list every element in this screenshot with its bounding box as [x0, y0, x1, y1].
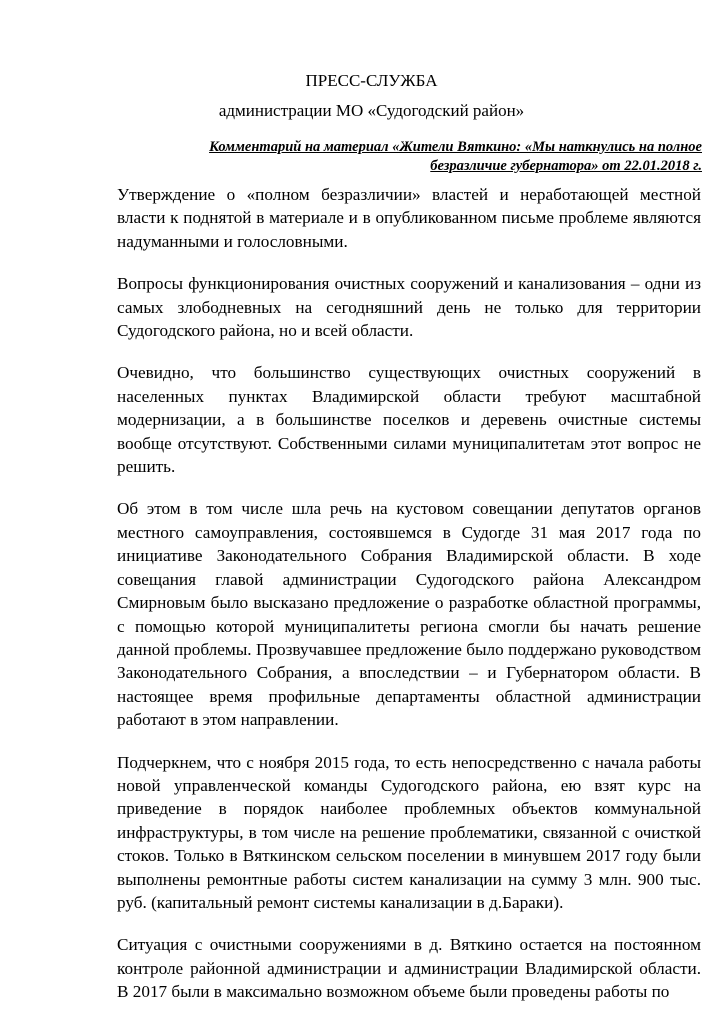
comment-subtitle — [110, 138, 702, 176]
paragraph-1: Утверждение о «полном безразличии» властей и неработающей местной власти к поднятой в материале и в опубликованном письме проблеме являются надуманными и голословными. — [117, 185, 701, 251]
paragraph-4: Об этом в том числе шла речь на кустовом совещании депутатов органов местного самоуправления, состоявшемся в Судогде 31 мая 2017 года по инициативе Законодательного Собрания Владимирской области. В ходе совещания главой администрации Судогодского района Александром Смирновым было высказано предложение о разработке областной программы, с помощью которой муниципалитеты региона смогли бы начать решение данной проблемы. Прозвучавшее предложение было поддержано руководством Законодательного Собрания, а впоследствии – и Губернатором области. В настоящее время профильные департаменты областной администрации работают в этом направлении. — [117, 499, 701, 730]
paragraph-2: Вопросы функционирования очистных сооружений и канализования – одни из самых злободневных на сегодняшний день не только для территории Судогодского района, но и всей области. — [117, 274, 701, 341]
org-name-heading: ПРЕСС-СЛУЖБА — [305, 71, 438, 90]
subtitle-line-2: безразличие губернатора» от 22.01.2018 г. — [430, 158, 702, 174]
subtitle-line-1: Комментарий на материал «Жители Вяткино: «Мы наткнулись на полное — [209, 139, 702, 155]
paragraph-5: Подчеркнем, что с ноября 2015 года, то есть непосредственно с начала работы новой управленческой команды Судогодского района, ею взят курс на приведение в порядок наиболее проблемных объектов коммунальной инфраструктуры, в том числе на решение проблематики, связанной с очисткой стоков. Только в Вяткинском сельском поселении в минувшем 2017 году были выполнены ремонтные работы систем канализации на сумму 3 млн. 900 тыс. руб. (капитальный ремонт системы канализации в д.Бараки). — [117, 752, 701, 912]
paragraph-3: Очевидно, что большинство существующих очистных сооружений в населенных пунктах Владимирской области требуют масштабной модернизации, а в большинстве поселков и деревень очистные системы вообще отсутствуют. Собственными силами муниципалитетам этот вопрос не решить. — [117, 363, 701, 477]
org-subheading: администрации МО «Судогодский район» — [218, 101, 525, 120]
paragraph-6: Ситуация с очистными сооружениями в д. Вяткино остается на постоянном контроле районной администрации и администрации Владимирской области. В 2017 были в максимально возможном объеме были проведены работы по — [117, 935, 701, 1002]
document-body — [117, 183, 701, 1023]
